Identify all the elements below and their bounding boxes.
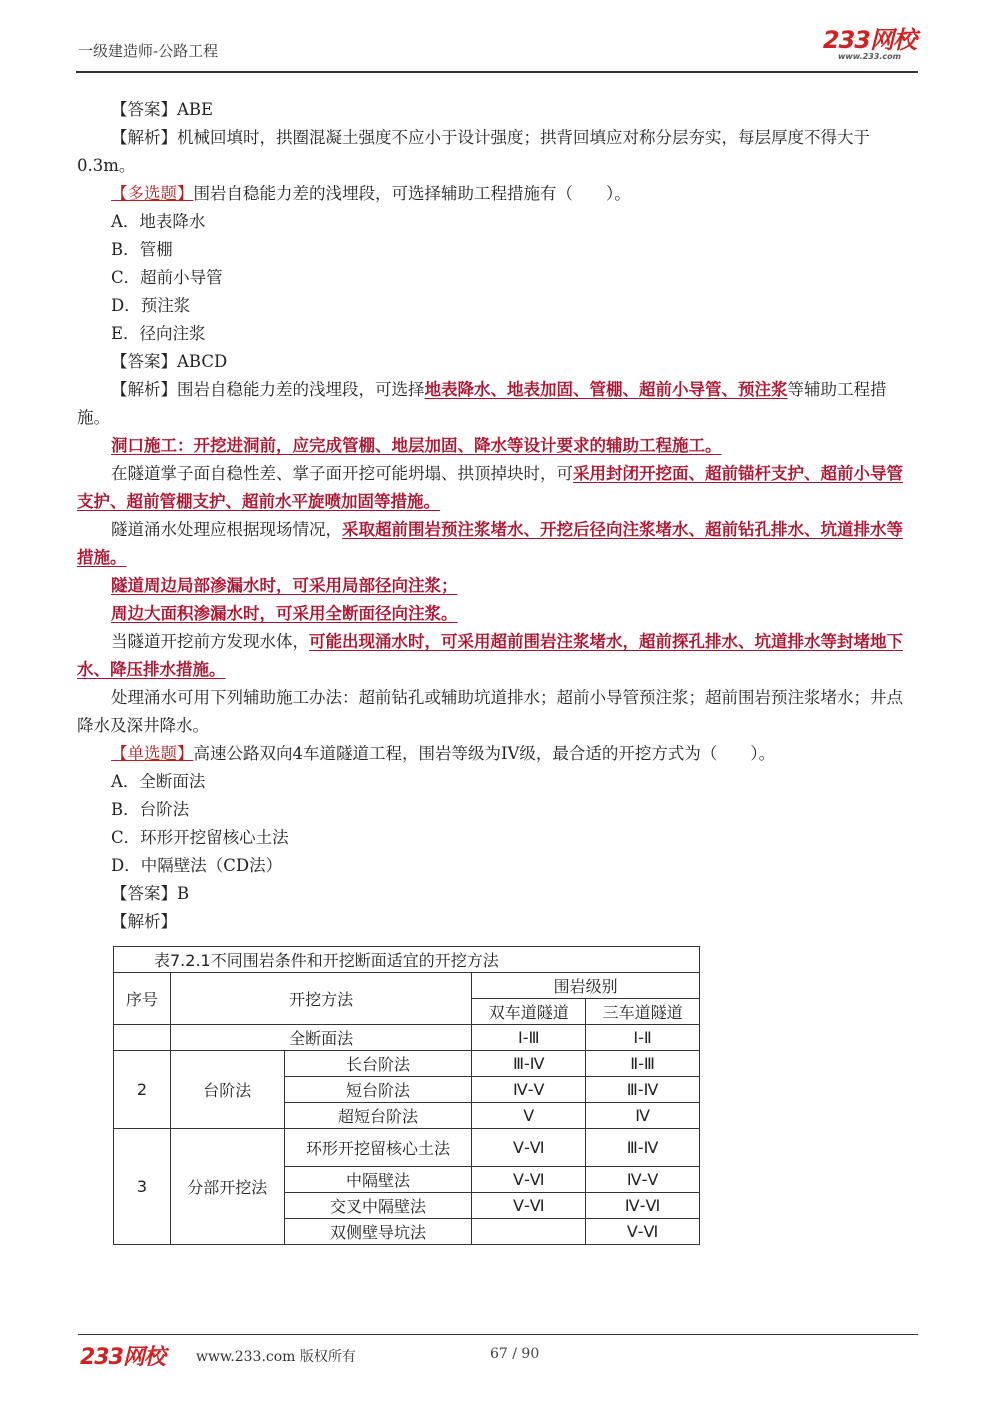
header-seq: 序号 (114, 973, 171, 1025)
highlight-text: 采取超前围岩预注浆堵水、开挖后径向注浆堵水、超前钻孔排水、坑道排水等措施。 (77, 520, 903, 567)
page-number: 67 / 90 (490, 1346, 540, 1362)
note-paragraph (77, 628, 917, 684)
analysis-text: 【解析】围岩自稳能力差的浅埋段，可选择 (111, 380, 425, 399)
header-title: 一级建造师-公路工程 (78, 42, 219, 60)
table-cell: 超短台阶法 (284, 1103, 472, 1129)
option-a: A．地表降水 (111, 212, 206, 231)
table-cell: Ⅲ-Ⅳ (472, 1051, 586, 1077)
answer-line: 【答案】ABE (111, 100, 214, 119)
footer-divider (78, 1334, 918, 1335)
table-cell: Ⅱ-Ⅲ (586, 1051, 700, 1077)
note-paragraph: 处理涌水可用下列辅助施工办法：超前钻孔或辅助坑道排水；超前小导管预注浆；超前围岩预注浆堵水；井点降水及深井降水。 (77, 688, 903, 735)
table-cell: Ⅳ (586, 1103, 700, 1129)
table-row (114, 1129, 700, 1167)
table-cell: Ⅴ-Ⅵ (472, 1129, 586, 1167)
table-cell: 2 (114, 1051, 171, 1129)
footer-logo[interactable]: 233网校 (80, 1345, 165, 1370)
table-cell: 短台阶法 (284, 1077, 472, 1103)
table-row (114, 1051, 700, 1077)
table-cell: 双侧壁导坑法 (284, 1219, 472, 1245)
note-paragraph (77, 600, 917, 628)
table-cell: Ⅲ-Ⅳ (586, 1129, 700, 1167)
table-cell: Ⅳ-Ⅵ (586, 1193, 700, 1219)
option-c: C．超前小导管 (111, 268, 223, 287)
option-b: B．台阶法 (111, 800, 190, 819)
highlight-text: 隧道周边局部渗漏水时，可采用局部径向注浆； (111, 576, 458, 595)
note-paragraph (77, 572, 917, 600)
table-cell: Ⅴ-Ⅵ (586, 1219, 700, 1245)
option-d: D．中隔壁法（CD法） (111, 856, 283, 875)
table-cell: 全断面法 (170, 1025, 471, 1051)
header-three-lane: 三车道隧道 (586, 999, 700, 1025)
table-cell: 长台阶法 (284, 1051, 472, 1077)
table-cell: Ⅲ-Ⅳ (586, 1077, 700, 1103)
table-cell: Ⅳ-Ⅴ (472, 1077, 586, 1103)
table-cell: 交叉中隔壁法 (284, 1193, 472, 1219)
highlight-text: 可能出现涌水时，可采用超前围岩注浆堵水，超前探孔排水、坑道排水等封堵地下水、降压排水措施。 (77, 632, 903, 679)
question-1 (77, 180, 917, 208)
option-a: A．全断面法 (111, 772, 206, 791)
excavation-method-table (113, 946, 700, 1245)
brand-logo[interactable] (823, 28, 916, 62)
table-cell: Ⅰ-Ⅲ (472, 1025, 586, 1051)
table-cell: Ⅳ-Ⅴ (586, 1167, 700, 1193)
table-caption: 表7.2.1不同围岩条件和开挖断面适宜的开挖方法 (114, 947, 700, 973)
question-type-tag: 【多选题】 (111, 184, 194, 203)
header-method: 开挖方法 (170, 973, 471, 1025)
brand-logo-url: www.233.com (837, 52, 901, 61)
option-e: E．径向注浆 (111, 324, 206, 343)
question-2 (77, 740, 917, 768)
highlight-text: 地表降水、地表加固、管棚、超前小导管、预注浆 (424, 380, 788, 399)
analysis-paragraph (77, 376, 917, 432)
analysis-paragraph: 【解析】机械回填时，拱圈混凝土强度不应小于设计强度；拱背回填应对称分层夯实，每层厚度不得大于0.3m。 (77, 128, 870, 175)
document-body (77, 96, 917, 936)
question-text: 围岩自稳能力差的浅埋段，可选择辅助工程措施有（ ）。 (193, 184, 631, 203)
table-cell: Ⅴ-Ⅵ (472, 1167, 586, 1193)
highlight-text: 洞口施工：开挖进洞前，应完成管棚、地层加固、降水等设计要求的辅助工程施工。 (111, 436, 722, 455)
table-cell: 分部开挖法 (170, 1129, 284, 1245)
header-grade: 围岩级别 (472, 973, 700, 999)
answer-line: 【答案】B (111, 884, 190, 903)
brand-logo-text: 233网校 (822, 26, 916, 54)
note-paragraph (77, 460, 917, 516)
table-cell: 中隔壁法 (284, 1167, 472, 1193)
table-cell: Ⅴ (472, 1103, 586, 1129)
option-b: B．管棚 (111, 240, 173, 259)
header-two-lane: 双车道隧道 (472, 999, 586, 1025)
option-d: D．预注浆 (111, 296, 191, 315)
note-text: 在隧道掌子面自稳性差、掌子面开挖可能坍塌、拱顶掉块时，可 (111, 464, 573, 483)
table-row (114, 1025, 700, 1051)
question-text: 高速公路双向4车道隧道工程，围岩等级为IV级，最合适的开挖方式为（ ）。 (193, 744, 776, 763)
answer-line: 【答案】ABCD (111, 352, 228, 371)
table-cell: 3 (114, 1129, 171, 1245)
question-type-tag: 【单选题】 (111, 744, 194, 763)
highlight-text: 采用封闭开挖面、超前锚杆支护、超前小导管支护、超前管棚支护、超前水平旋喷加固等措施。 (77, 464, 903, 511)
table-cell: 环形开挖留核心土法 (284, 1129, 472, 1167)
footer-copyright: www.233.com 版权所有 (196, 1349, 356, 1365)
table-cell (114, 1025, 171, 1051)
note-paragraph (77, 432, 917, 460)
option-c: C．环形开挖留核心土法 (111, 828, 289, 847)
header-divider (76, 71, 918, 73)
table-cell: 台阶法 (170, 1051, 284, 1129)
analysis-label: 【解析】 (111, 912, 177, 931)
table-cell: Ⅰ-Ⅱ (586, 1025, 700, 1051)
note-text: 当隧道开挖前方发现水体， (111, 632, 309, 651)
note-paragraph (77, 516, 917, 572)
table-cell: Ⅴ-Ⅵ (472, 1193, 586, 1219)
highlight-text: 周边大面积渗漏水时，可采用全断面径向注浆。 (111, 604, 458, 623)
note-text: 隧道涌水处理应根据现场情况， (111, 520, 342, 539)
analysis-text: 等辅助工程措施。 (77, 380, 887, 427)
table-cell (472, 1219, 586, 1245)
